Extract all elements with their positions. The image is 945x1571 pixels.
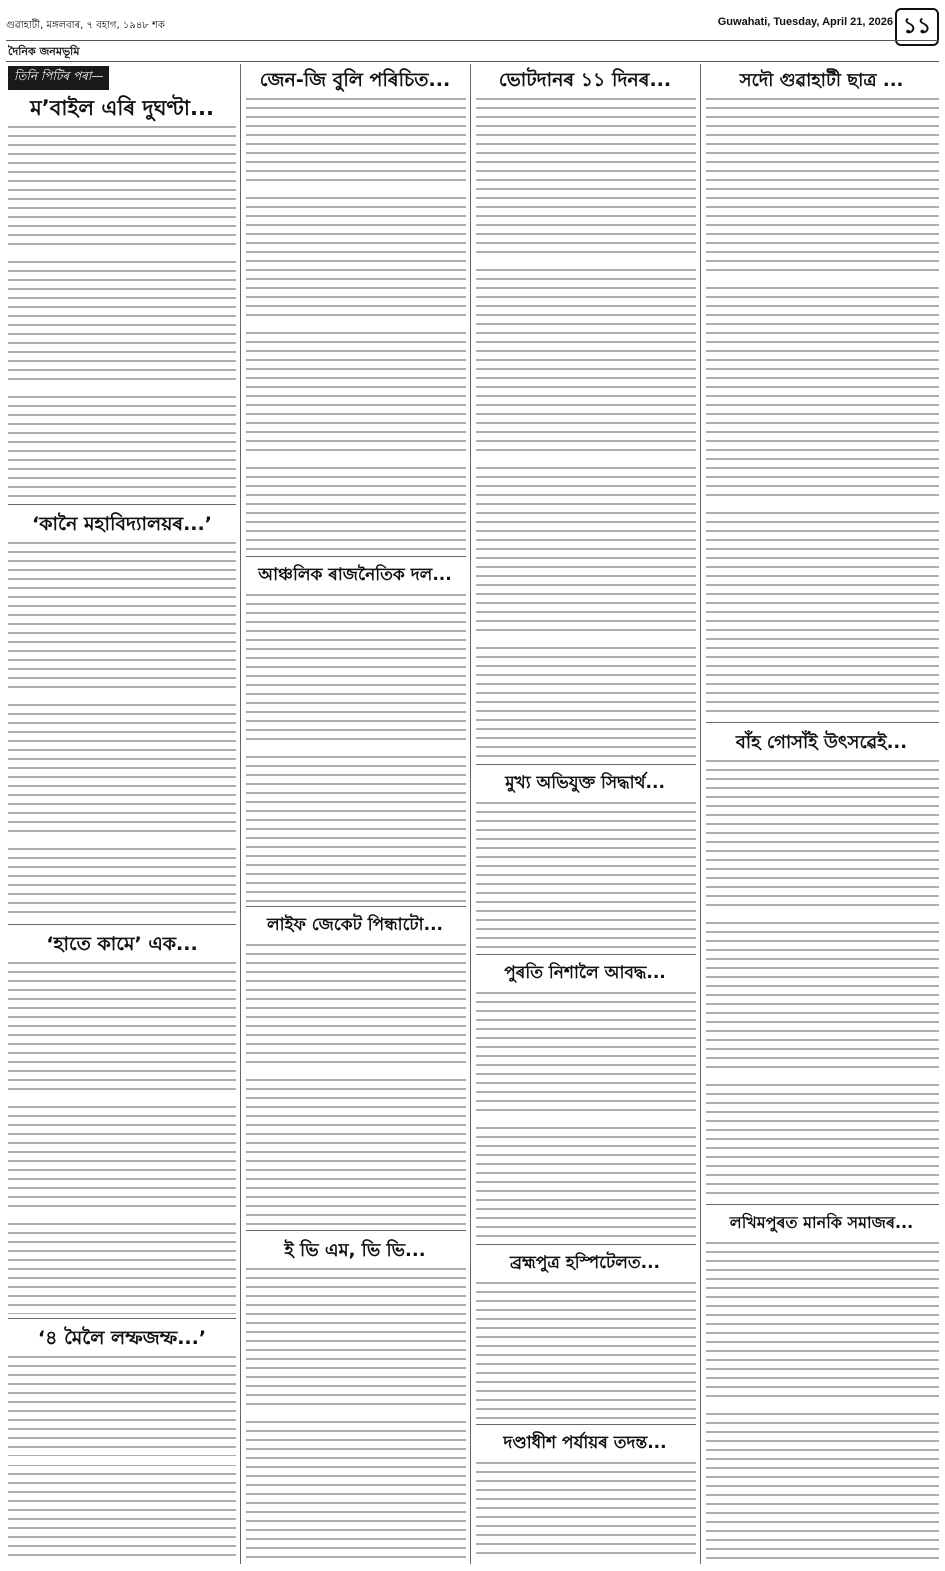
headline-a14: সদৌ গুৱাহাটী ছাত্ৰ ... xyxy=(739,70,904,91)
section-kicker: তিনি পিটিৰ পৰা— xyxy=(8,66,109,90)
column-rule xyxy=(700,64,701,1564)
headline-a7: লাইফ জেকেট পিন্ধাটো... xyxy=(267,915,443,935)
article-rule xyxy=(8,1318,236,1319)
dateline-assamese: গুৱাহাটী, মঙ্গলবাৰ, ৭ বহাগ, ১৯৪৮ শক xyxy=(6,20,165,31)
article-rule xyxy=(706,1204,939,1205)
article-rule xyxy=(476,764,696,765)
dateline-english: Guwahati, Tuesday, April 21, 2026 xyxy=(717,16,893,28)
article-body xyxy=(476,802,696,950)
article-rule xyxy=(8,924,236,925)
headline-a16: লখিমপুৰত মানকি সমাজৰ... xyxy=(729,1213,914,1232)
article-rule xyxy=(246,556,466,557)
article-rule xyxy=(706,722,939,723)
article-rule xyxy=(8,504,236,505)
article-body xyxy=(246,594,466,902)
headline-a8: ই ভি এম, ভি ভি... xyxy=(284,1240,426,1261)
page-number: ১১ xyxy=(895,8,939,46)
headline-a1: মʼবাইল এৰি দুঘণ্টা... xyxy=(30,96,214,120)
article-body xyxy=(8,1356,236,1561)
headline-a6: আঞ্চলিক ৰাজনৈতিক দল... xyxy=(258,565,452,585)
column-rule xyxy=(240,64,241,1564)
article-body xyxy=(8,542,236,920)
article-rule xyxy=(476,1244,696,1245)
column-rule xyxy=(470,64,471,1564)
article-rule xyxy=(476,1424,696,1425)
article-body xyxy=(8,126,236,498)
headline-a13: দণ্ডাধীশ পৰ্যায়ৰ তদন্ত... xyxy=(503,1433,667,1453)
headline-a10: মুখ্য অভিযুক্ত সিদ্ধাৰ্থ... xyxy=(505,773,665,793)
article-body xyxy=(476,1462,696,1561)
headline-a3: ‘হাতে কামে’ এক... xyxy=(46,933,198,955)
article-body xyxy=(706,1242,939,1561)
headline-a12: ব্ৰহ্মপুত্ৰ হস্পিটেলত... xyxy=(509,1253,661,1273)
article-body xyxy=(476,992,696,1240)
article-rule xyxy=(246,906,466,907)
headline-a4: ‘৪ মৈলৈ লম্ফজম্ফ...’ xyxy=(37,1327,207,1349)
headline-a15: বাঁহ গোসাঁই উৎসৱেই... xyxy=(735,732,908,753)
headline-a2: ‘কানৈ মহাবিদ্যালয়ৰ...’ xyxy=(32,513,212,535)
article-body xyxy=(246,98,466,550)
article-body xyxy=(476,1282,696,1420)
headline-a5: জেন-জি বুলি পৰিচিত... xyxy=(259,69,451,91)
headline-a9: ভোটদানৰ ১১ দিনৰ... xyxy=(498,69,672,91)
article-body xyxy=(706,760,939,1200)
article-rule xyxy=(476,954,696,955)
article-body xyxy=(476,98,696,758)
article-body xyxy=(246,1268,466,1561)
article-rule xyxy=(246,1230,466,1231)
headline-a11: পুৰতি নিশালৈ আবদ্ধ... xyxy=(504,963,666,983)
masthead-strip xyxy=(6,40,939,62)
article-body xyxy=(706,98,939,718)
article-body xyxy=(246,944,466,1226)
article-body xyxy=(8,962,236,1314)
newspaper-name: দৈনিক জনমভূমি xyxy=(8,45,80,58)
